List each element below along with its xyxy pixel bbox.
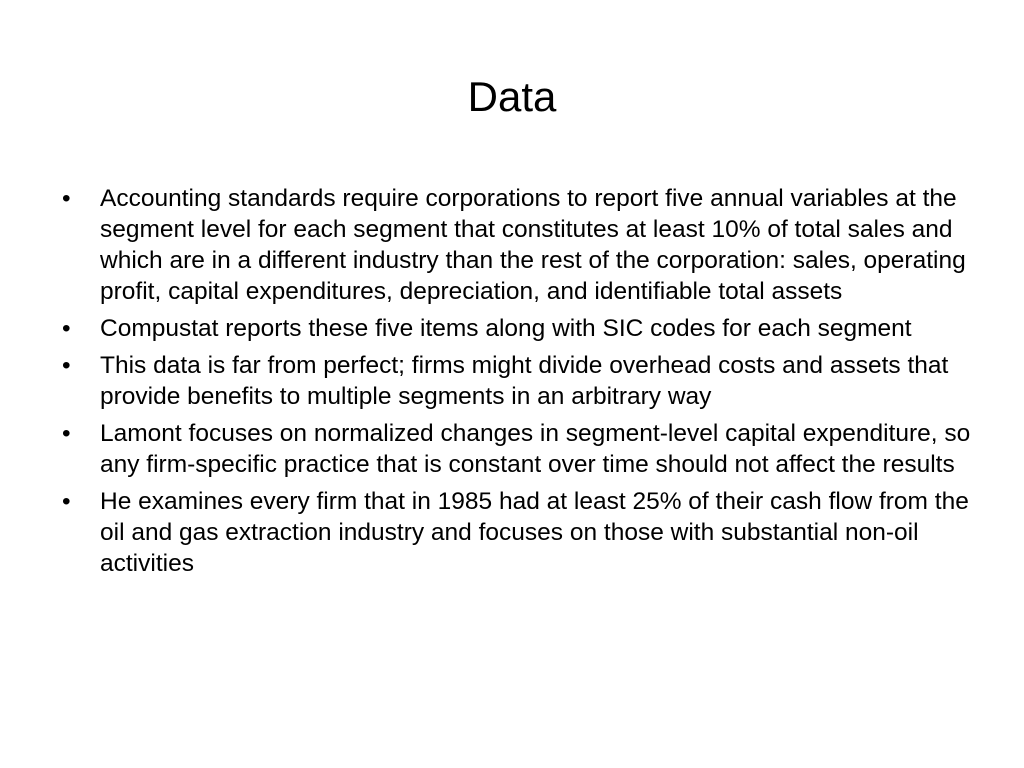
bullet-text: Compustat reports these five items along with SIC codes for each segment <box>100 315 912 342</box>
bullet-text: Accounting standards require corporations to report five annual variables at the segment level for each segment that constitutes at least 10% of total sales and which are in a different industry than the rest of the corporation: sales, operating profit, capital expenditures, depreciation, and identifiable total assets <box>100 185 966 305</box>
bullet-text: This data is far from perfect; firms might divide overhead costs and assets that provide benefits to multiple segments in an arbitrary way <box>100 352 949 410</box>
bullet-item <box>56 486 976 579</box>
bullet-text: Lamont focuses on normalized changes in segment-level capital expenditure, so any firm-specific practice that is constant over time should not affect the results <box>100 420 971 478</box>
slide-title: Data <box>467 73 557 120</box>
bullet-marker: • <box>62 185 71 212</box>
bullet-text: He examines every firm that in 1985 had at least 25% of their cash flow from the oil and gas extraction industry and focuses on those with substantial non-oil activities <box>100 488 969 577</box>
bullet-marker: • <box>62 352 71 379</box>
bullet-item <box>56 350 976 412</box>
bullet-marker: • <box>62 420 71 447</box>
bullet-item <box>56 418 976 480</box>
bullet-item <box>56 313 976 344</box>
bullet-item <box>56 183 976 307</box>
bullet-marker: • <box>62 315 71 342</box>
bullet-marker: • <box>62 488 71 515</box>
bullet-list <box>56 183 976 585</box>
